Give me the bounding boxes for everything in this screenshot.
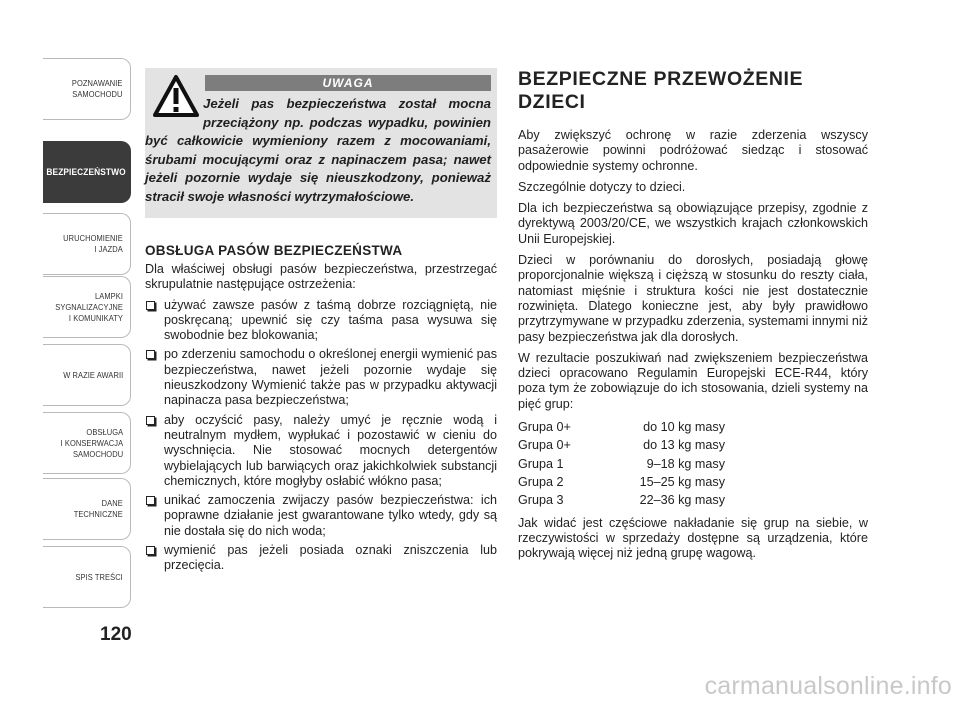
group-name: Grupa 2 [518,474,564,489]
list-item [145,298,497,344]
tab-label: BEZPIECZEŃSTWO [46,166,127,178]
table-row [518,491,868,509]
group-weight: do 13 kg masy [643,438,725,453]
tab-dane-techniczne[interactable] [43,478,131,540]
section-heading: OBSŁUGA PASÓW BEZPIECZEŃSTWA [145,243,403,258]
tab-w-razie-awarii[interactable] [43,344,131,406]
warning-box [145,68,497,218]
tab-uruchomienie-i-jazda[interactable] [43,213,131,275]
table-row [518,418,868,436]
list-item-text: wymienić pas jeżeli posiada oznaki zniszczenia lub przecięcia. [164,543,497,573]
tab-label: DANE TECHNICZNE [73,498,123,519]
table-row [518,455,868,473]
list-item-text: aby oczyścić pasy, należy umyć je ręcznie wodą i neutralnym mydłem, wypłukać i pozostawić w cieniu do wyschnięcia. Nie stosować mocnych detergentów wybielających lub barwiących oraz jakichkolwiek substancji chemicznych, które mogłyby osłabić włókno pasa; [164,412,497,488]
warning-body: Jeżeli pas bezpieczeństwa został mocna przeciążony np. podczas wypadku, powinien być całkowicie wymieniony razem z mocowaniami, śrubami mocującymi oraz z napinaczem pasa; nawet jeżeli pozornie wydaje się nieuszkodzony, ponieważ stracił swoje własności wytrzymałościowe. [145,96,491,204]
paragraph: W rezultacie poszukiwań nad zwiększeniem bezpieczeństwa dzieci opracowano Regulamin Europejski ECE-R44, który poza tym że zobowiązuje do ich stosowania, dzieli systemy na pięć grup: [518,350,868,411]
tab-label: POZNAWANIE SAMOCHODU [72,78,123,99]
group-weight: 22–36 kg masy [639,493,725,508]
tab-obsluga-i-konserwacja[interactable] [43,412,131,474]
tab-poznawanie-samochodu[interactable] [43,58,131,120]
list-item [145,493,497,539]
checkbox-bullet-icon [146,546,155,555]
checkbox-bullet-icon [146,416,155,425]
table-row [518,473,868,491]
tab-label: LAMPKI SYGNALIZACYJNE I KOMUNIKATY [55,290,123,323]
list-item [145,413,497,489]
warning-header: UWAGA [205,75,491,91]
tab-label: URUCHOMIENIE I JAZDA [63,233,123,254]
paragraph: Jak widać jest częściowe nakładanie się grup na siebie, w rzeczywistości w sprzedaży dostępne są urządzenia, które pokrywają więcej niż jedną grupę wagową. [518,515,868,561]
page-title: BEZPIECZNE PRZEWOŻENIE DZIECI [518,68,804,113]
belt-care-list [145,298,497,574]
group-name: Grupa 1 [518,456,564,471]
tab-label: SPIS TREŚCI [75,571,123,582]
warning-text [145,95,491,206]
paragraph: Dzieci w porównaniu do dorosłych, posiadają głowę proporcjonalnie większą i cięższą w stosunku do reszty ciała, natomiast mięśnie i struktura kości nie jest dostatecznie rozwinięta. Dlatego konieczne jest, aby były prawidłowo przytrzymywane w przypadku zderzenia, systemami innymi niż pasy bezpieczeństwa jak dla dorosłych. [518,253,868,344]
child-transport-section [518,68,868,567]
paragraph: Dla ich bezpieczeństwa są obowiązujące przepisy, zgodnie z dyrektywą 2003/20/CE, we wszystkich krajach członkowskich Unii Europejskiej. [518,201,868,246]
checkbox-bullet-icon [146,301,155,310]
section-intro: Dla właściwej obsługi pasów bezpieczeństwa, przestrzegać skrupulatnie następujące ostrzeżenia: [145,262,497,292]
list-item [145,543,497,574]
paragraph: Szczególnie dotyczy to dzieci. [518,179,686,194]
belt-care-section [145,243,497,578]
list-item [145,347,497,408]
group-name: Grupa 0+ [518,420,571,435]
tab-label: OBSŁUGA I KONSERWACJA SAMOCHODU [60,426,123,459]
watermark: carmanualsonline.info [704,672,952,700]
group-name: Grupa 3 [518,493,564,508]
tab-bezpieczenstwo[interactable] [43,141,131,203]
list-item-text: unikać zamoczenia zwijaczy pasów bezpieczeństwa: ich poprawne działanie jest gwarantowane tylko wtedy, gdy są nie dostała się do nich woda; [164,493,497,538]
group-weight: 15–25 kg masy [639,474,725,489]
paragraph: Aby zwiększyć ochronę w razie zderzenia wszyscy pasażerowie powinni podróżować siedząc i stosować odpowiednie systemy ochronne. [518,128,868,173]
list-item-text: używać zawsze pasów z taśmą dobrze rozciągniętą, nie poskręcaną; upewnić się czy taśma pasa wysuwa się swobodnie bez blokowania; [164,297,497,343]
group-weight: do 10 kg masy [643,420,725,435]
tab-spis-tresci[interactable] [43,546,131,608]
group-weight: 9–18 kg masy [646,456,725,471]
table-row [518,436,868,454]
page-number: 120 [100,624,132,645]
group-name: Grupa 0+ [518,438,571,453]
checkbox-bullet-icon [146,496,155,505]
tab-label: W RAZIE AWARII [62,369,123,380]
weight-groups-table [518,418,868,509]
checkbox-bullet-icon [146,350,155,359]
tab-lampki-sygnalizacyjne[interactable] [43,276,131,338]
list-item-text: po zderzeniu samochodu o określonej energii wymienić pas bezpieczeństwa, nawet jeżeli pozornie wydaje się nieuszkodzony Wymienić także pas w przypadku aktywacji napinacza pasa bezpieczeństwa; [164,347,497,408]
